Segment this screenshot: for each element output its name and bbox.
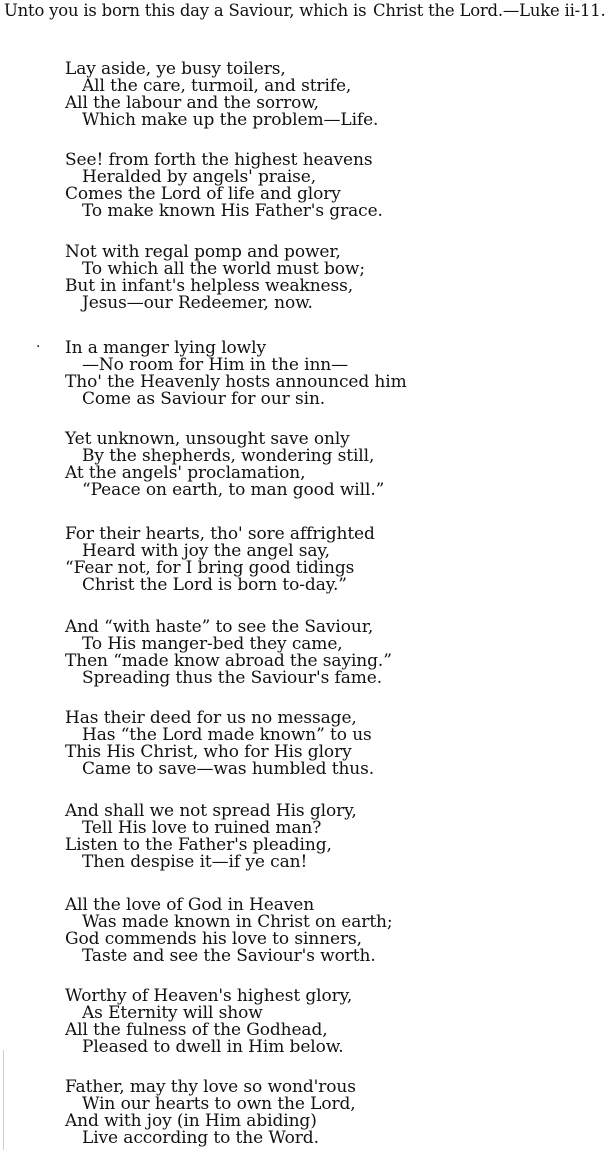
verse-line: In a manger lying lowly <box>65 338 266 358</box>
epigraph-line-1: Unto you is born this day a Saviour, which is <box>4 1 367 20</box>
verse-line: As Eternity will show <box>82 1003 263 1023</box>
verse-line: Which make up the problem—Life. <box>82 110 379 130</box>
verse-line: By the shepherds, wondering still, <box>82 446 375 466</box>
verse-line: —No room for Him in the inn— <box>82 355 349 375</box>
verse-line: Spreading thus the Saviour's fame. <box>82 668 383 688</box>
verse-line: Win our hearts to own the Lord, <box>82 1094 356 1114</box>
verse-line: Live according to the Word. <box>82 1128 319 1148</box>
verse-line: To which all the world must bow; <box>82 259 365 279</box>
epigraph <box>4 1 606 20</box>
verse-line: Then despise it—if ye can! <box>82 852 308 872</box>
verse-line: To make known His Father's grace. <box>82 201 383 221</box>
verse-line: Not with regal pomp and power, <box>65 242 341 262</box>
verse-line: Heralded by angels' praise, <box>82 167 317 187</box>
verse-line: Was made known in Christ on earth; <box>82 912 393 932</box>
margin-dot: · <box>36 339 41 355</box>
verse-line: Has their deed for us no message, <box>65 708 357 728</box>
verse-line: Come as Saviour for our sin. <box>82 389 326 409</box>
verse-line: Taste and see the Saviour's worth. <box>82 946 376 966</box>
verse-line: Comes the Lord of life and glory <box>65 184 341 204</box>
epigraph-line-2: Christ the Lord.—Luke ii-11. <box>372 1 606 20</box>
verse-line: Worthy of Heaven's highest glory, <box>65 986 353 1006</box>
verse-line: Pleased to dwell in Him below. <box>82 1037 344 1057</box>
verse-line: Listen to the Father's pleading, <box>65 835 332 855</box>
verse-line: God commends his love to sinners, <box>65 929 362 949</box>
verse-line: Has “the Lord made known” to us <box>82 725 372 745</box>
verse-line: Yet unknown, unsought save only <box>65 429 350 449</box>
verse-line: To His manger-bed they came, <box>82 634 343 654</box>
verse-line: This His Christ, who for His glory <box>65 742 352 762</box>
verse-line: “Fear not, for I bring good tidings <box>65 558 355 578</box>
column-rule <box>3 1050 4 1150</box>
verse-line: All the care, turmoil, and strife, <box>82 76 352 96</box>
verse-line: But in infant's helpless weakness, <box>65 276 354 296</box>
verse-line: And with joy (in Him abiding) <box>65 1111 317 1131</box>
verse-line: All the labour and the sorrow, <box>65 93 319 113</box>
verse-line: And “with haste” to see the Saviour, <box>65 617 374 637</box>
verse-line: Jesus—our Redeemer, now. <box>82 293 313 313</box>
verse-line: Tell His love to ruined man? <box>82 818 322 838</box>
verse-line: Came to save—was humbled thus. <box>82 759 375 779</box>
verse-line: For their hearts, tho' sore affrighted <box>65 524 375 544</box>
verse-line: Father, may thy love so wond'rous <box>65 1077 356 1097</box>
verse-line: Then “made know abroad the saying.” <box>65 651 392 671</box>
verse-line: At the angels' proclamation, <box>65 463 306 483</box>
verse-line: And shall we not spread His glory, <box>65 801 357 821</box>
verse-line: All the fulness of the Godhead, <box>65 1020 328 1040</box>
verse-line: See! from forth the highest heavens <box>65 150 373 170</box>
verse-line: Tho' the Heavenly hosts announced him <box>65 372 407 392</box>
verse-line: Heard with joy the angel say, <box>82 541 330 561</box>
verse-line: Christ the Lord is born to-day.” <box>82 575 347 595</box>
verse-line: Lay aside, ye busy toilers, <box>65 59 286 79</box>
verse-line: “Peace on earth, to man good will.” <box>82 480 385 500</box>
verse-line: All the love of God in Heaven <box>65 895 315 915</box>
